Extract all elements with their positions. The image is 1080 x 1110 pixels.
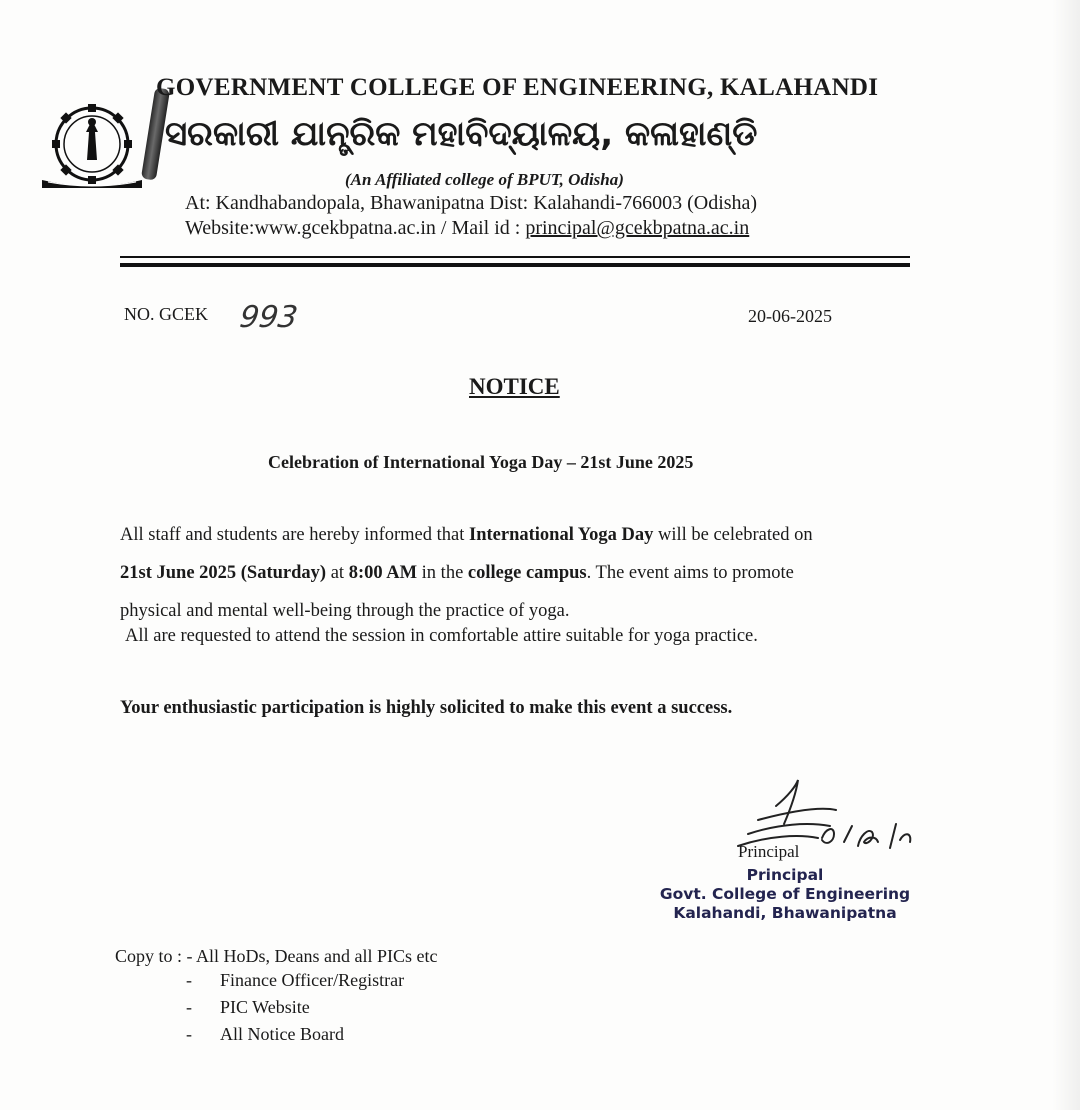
college-name-odia: ସରକାରୀ ଯାନ୍ତ୍ରିକ ମହାବିଦ୍ୟାଳୟ, କଳାହାଣ୍ଡି (165, 114, 758, 154)
college-logo (42, 102, 142, 188)
list-item: - Finance Officer/Registrar (186, 970, 405, 990)
body-line-3: physical and mental well-being through the practice of yoga. (120, 601, 570, 621)
list-item: - PIC Website (186, 997, 310, 1017)
closing-line: Your enthusiastic participation is highly solicited to make this event a success. (120, 698, 733, 718)
copy-to-heading: Copy to : - All HoDs, Deans and all PICs etc (115, 946, 438, 966)
contact-line (185, 217, 749, 240)
address-line: At: Kandhabandopala, Bhawanipatna Dist: Kalahandi-766003 (Odisha) (185, 192, 758, 214)
affiliation-line: (An Affiliated college of BPUT, Odisha) (345, 170, 624, 189)
principal-label: Principal (738, 842, 800, 861)
email-link[interactable]: principal@gcekbpatna.ac.in (525, 217, 750, 239)
reference-label: NO. GCEK (124, 304, 208, 324)
page-edge-shadow (1052, 0, 1080, 1110)
stamp-line-3: Kalahandi, Bhawanipatna (673, 904, 897, 922)
header-rule-thick (120, 263, 910, 267)
principal-stamp (640, 866, 930, 923)
copy-to-list (186, 970, 404, 1051)
body-line-1: All staff and students are hereby informed that International Yoga Day will be celebrated on (120, 525, 813, 545)
body-paragraph-2: All are requested to attend the session in comfortable attire suitable for yoga practice. (125, 626, 758, 646)
body-line-2: 21st June 2025 (Saturday) at 8:00 AM in the college campus. The event aims to promote (120, 563, 794, 583)
notice-body (120, 516, 920, 630)
college-name-english: GOVERNMENT COLLEGE OF ENGINEERING, KALAHANDI (156, 74, 879, 101)
list-item: - All Notice Board (186, 1024, 344, 1044)
notice-title: NOTICE (469, 374, 560, 399)
website-text: Website:www.gcekbpatna.ac.in / Mail id : (185, 217, 526, 239)
notice-subject: Celebration of International Yoga Day – 21st June 2025 (268, 452, 694, 472)
header-rule-thin (120, 256, 910, 258)
handwritten-reference-number: 993 (237, 300, 300, 335)
stamp-line-1: Principal (746, 866, 824, 884)
notice-date: 20-06-2025 (748, 306, 832, 326)
stamp-line-2: Govt. College of Engineering (659, 885, 911, 903)
